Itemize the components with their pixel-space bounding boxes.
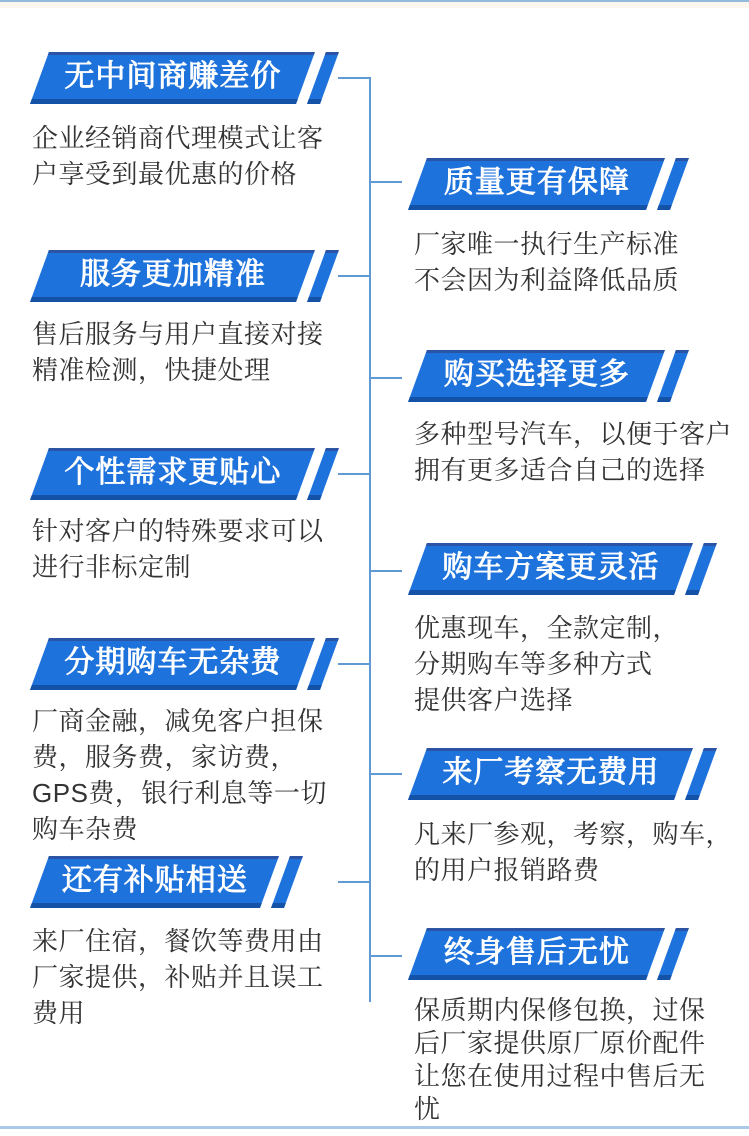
- feature-banner-free-visit: [408, 748, 693, 800]
- feature-banner-custom-needs: [30, 448, 315, 500]
- feature-title: 分期购车无杂费: [64, 646, 282, 679]
- desc-line: 售后服务与用户直接对接: [32, 319, 324, 349]
- desc-line: 精准检测，快捷处理: [32, 355, 271, 385]
- desc-line: 优惠现车，全款定制，: [414, 613, 680, 643]
- desc-line: 拥有更多适合自己的选择: [414, 455, 706, 485]
- desc-line: 保质期内保修包换，过保: [414, 995, 706, 1025]
- feature-banner-subsidies: [30, 856, 279, 908]
- feature-banner-flexible-plans: [408, 543, 693, 595]
- feature-desc-quality: [414, 226, 679, 298]
- desc-line: 忧: [414, 1094, 441, 1124]
- desc-line: 费用: [32, 998, 86, 1028]
- feature-desc-precise-service: [32, 316, 324, 388]
- desc-line: 购车杂费: [32, 814, 139, 844]
- connector-line: [370, 773, 402, 775]
- feature-desc-installment-no-fees: [32, 703, 327, 847]
- feature-banner-more-choices: [408, 350, 665, 402]
- desc-line: 进行非标定制: [32, 552, 192, 582]
- feature-desc-more-choices: [414, 416, 732, 488]
- timeline-spine: [369, 77, 371, 1002]
- desc-line: 厂家唯一执行生产标准: [414, 229, 680, 259]
- feature-title: 购买选择更多: [443, 358, 630, 391]
- desc-line: 的用户报销路费: [414, 855, 600, 885]
- connector-line: [370, 570, 402, 572]
- feature-banner-quality: [408, 158, 665, 210]
- connector-line: [370, 181, 402, 183]
- desc-line: 不会因为利益降低品质: [414, 265, 680, 295]
- feature-banner-no-middleman: [30, 52, 315, 104]
- desc-line: 后厂家提供原厂原价配件: [414, 1028, 706, 1058]
- desc-line: 户享受到最优惠的价格: [32, 159, 298, 189]
- feature-desc-subsidies: [32, 923, 324, 1031]
- desc-line: 让您在使用过程中售后无: [414, 1061, 706, 1091]
- feature-desc-free-visit: [414, 816, 732, 888]
- feature-title: 终身售后无忧: [443, 936, 630, 969]
- feature-title: 个性需求更贴心: [64, 456, 282, 489]
- desc-line: 企业经销商代理模式让客: [32, 123, 324, 153]
- top-accent-strip: [0, 2, 749, 8]
- desc-line: 厂家提供，补贴并且误工: [32, 962, 324, 992]
- feature-desc-flexible-plans: [414, 610, 679, 718]
- connector-line: [338, 663, 370, 665]
- desc-line: GPS费，银行利息等一切: [32, 778, 327, 808]
- desc-line: 来厂住宿，餐饮等费用由: [32, 926, 324, 956]
- connector-line: [370, 955, 402, 957]
- feature-desc-custom-needs: [32, 513, 324, 585]
- bottom-border-line: [0, 1126, 749, 1129]
- desc-line: 厂商金融，减免客户担保: [32, 706, 324, 736]
- feature-desc-no-middleman: [32, 120, 324, 192]
- feature-title: 购车方案更灵活: [442, 551, 660, 584]
- feature-banner-precise-service: [30, 250, 315, 302]
- feature-title: 服务更加精准: [79, 258, 266, 291]
- desc-line: 针对客户的特殊要求可以: [32, 516, 324, 546]
- connector-line: [338, 275, 370, 277]
- desc-line: 提供客户选择: [414, 685, 574, 715]
- desc-line: 多种型号汽车，以便于客户: [414, 419, 733, 449]
- desc-line: 分期购车等多种方式: [414, 649, 653, 679]
- feature-title: 来厂考察无费用: [442, 756, 660, 789]
- desc-line: 费，服务费，家访费，: [32, 742, 298, 772]
- feature-banner-installment-no-fees: [30, 638, 315, 690]
- feature-title: 还有补贴相送: [61, 864, 248, 897]
- feature-banner-lifetime-aftersales: [408, 928, 665, 980]
- connector-line: [370, 377, 402, 379]
- desc-line: 凡来厂参观，考察，购车，: [414, 819, 733, 849]
- feature-title: 质量更有保障: [443, 166, 630, 199]
- feature-title: 无中间商赚差价: [64, 60, 282, 93]
- connector-line: [338, 77, 370, 79]
- connector-line: [338, 881, 370, 883]
- connector-line: [338, 473, 370, 475]
- feature-desc-lifetime-aftersales: [414, 994, 706, 1126]
